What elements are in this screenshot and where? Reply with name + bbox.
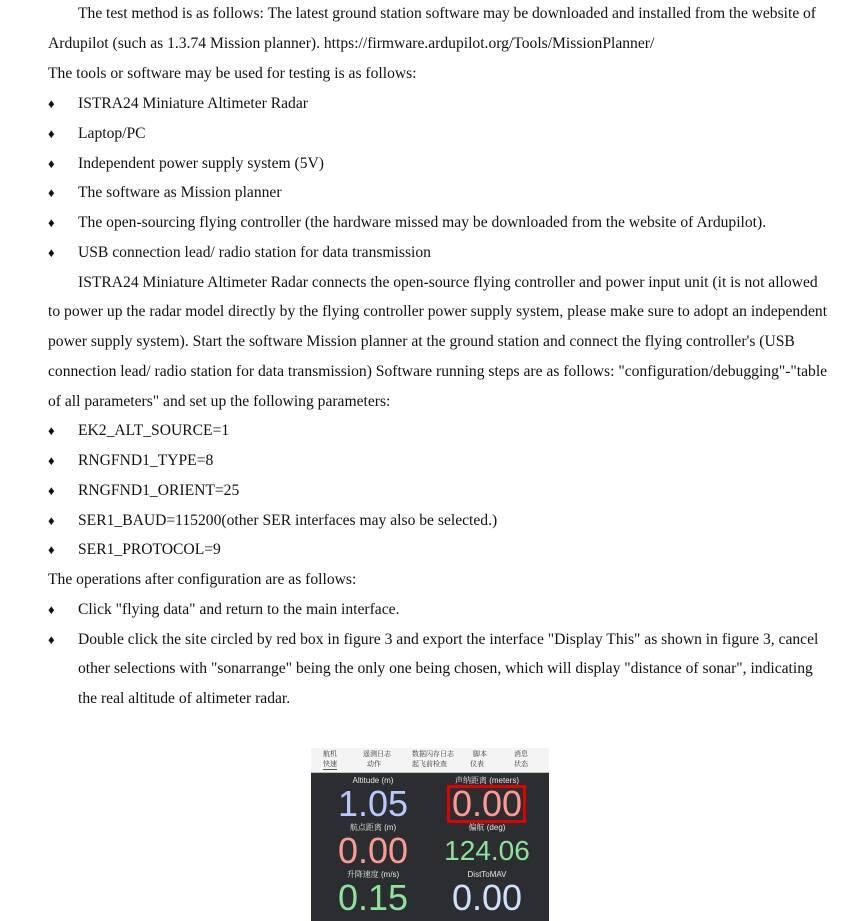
bullet-icon: ♦	[48, 96, 55, 111]
quick-cell-value: 0.00	[451, 783, 523, 824]
tab-gauges[interactable]: 仪表	[470, 761, 484, 768]
bullet-icon: ♦	[48, 215, 55, 230]
word: The	[78, 5, 103, 22]
bullet-icon: ♦	[48, 245, 55, 260]
mission-planner-quick-panel	[311, 748, 549, 921]
list-item-continuation: the real altitude of altimeter radar.	[78, 690, 291, 707]
operations-heading: The operations after configuration are as follows:	[48, 571, 357, 588]
word: ground	[332, 5, 377, 22]
bullet-icon: ♦	[48, 483, 55, 498]
word: test	[105, 5, 128, 22]
word: follows:	[212, 5, 264, 22]
paragraph-intro-line-2: Ardupilot (such as 1.3.74 Mission planner). https://firmware.ardupilot.org/Tools/MissionPlanner/	[48, 35, 655, 52]
word: latest	[295, 5, 329, 22]
word: from	[694, 5, 726, 22]
paragraph-setup-line-2: to power up the radar model directly by the flying controller power supply system, please make sure to adopt an independent	[48, 303, 828, 320]
quick-cell-label: 偏航 (deg)	[468, 823, 506, 832]
tab-actions[interactable]: 动作	[367, 761, 381, 768]
bullet-icon: ♦	[48, 513, 55, 528]
paragraph-setup-line-4: connection lead/ radio station for data transmission) Software running steps are as follows: "configuration/debugging"-"table	[48, 363, 828, 380]
bullet-icon: ♦	[48, 185, 55, 200]
list-item-continuation: other selections with "sonarrange" being the only one being chosen, which will display "distance of sonar", indicating	[78, 660, 813, 677]
word: The	[267, 5, 292, 22]
quick-cell-label: 航点距离 (m)	[349, 823, 397, 832]
word: the	[728, 5, 748, 22]
quick-cell-dist-to-mav[interactable]	[429, 870, 545, 916]
quick-cell-yaw[interactable]	[429, 823, 545, 869]
word: and	[611, 5, 635, 22]
quick-cell-label: DistToMAV	[467, 870, 507, 879]
paragraph-setup-line-5: of all parameters" and set up the following parameters:	[48, 393, 391, 410]
bullet-icon: ♦	[48, 453, 55, 468]
word: downloaded	[531, 5, 609, 22]
tab-dataflash-logs[interactable]: 数据闪存日志	[412, 751, 454, 758]
quick-cell-value: 1.05	[337, 783, 409, 824]
tools-heading: The tools or software may be used for testing is as follows:	[48, 65, 417, 82]
paragraph-setup-line-1: ISTRA24 Miniature Altimeter Radar connects the open-source flying controller and power input unit (it is not allowed	[78, 274, 818, 291]
word: as	[196, 5, 210, 22]
word: software	[425, 5, 480, 22]
quick-cell-altitude[interactable]	[315, 776, 431, 822]
word: be	[513, 5, 529, 22]
tab-quick[interactable]: 快速	[323, 761, 337, 768]
bullet-icon: ♦	[48, 156, 55, 171]
quick-cell-label: Altitude (m)	[352, 776, 394, 785]
word: installed	[638, 5, 692, 22]
quick-cell-label: 声纳距离 (meters)	[455, 776, 519, 785]
tab-status[interactable]: 状态	[514, 761, 528, 768]
quick-cell-wp-distance[interactable]	[315, 823, 431, 869]
bullet-icon: ♦	[48, 423, 55, 438]
tab-preflight[interactable]: 起飞前检查	[412, 761, 447, 768]
bullet-icon: ♦	[48, 632, 55, 647]
quick-cell-value: 0.00	[451, 877, 523, 918]
quick-cell-label: 升降速度 (m/s)	[346, 870, 400, 879]
tab-telemetry-logs[interactable]: 遥测日志	[363, 751, 391, 758]
word: website	[751, 5, 800, 22]
quick-cell-value: 0.00	[337, 830, 409, 871]
highlight-box	[447, 785, 526, 823]
word: of	[802, 5, 816, 22]
bullet-icon: ♦	[48, 126, 55, 141]
quick-cell-value: 124.06	[444, 835, 530, 866]
tab-aircraft[interactable]: 航机	[323, 751, 337, 758]
bullet-icon: ♦	[48, 602, 55, 617]
paragraph-intro-line-1	[78, 4, 816, 24]
quick-cell-value: 0.15	[337, 877, 409, 918]
word: station	[380, 5, 422, 22]
bullet-icon: ♦	[48, 542, 55, 557]
quick-cell-climb-rate[interactable]	[315, 870, 431, 916]
paragraph-setup-line-3: power supply system). Start the software Mission planner at the ground station and connect the flying controller's (USB	[48, 333, 795, 350]
word: is	[181, 5, 193, 22]
word: method	[131, 5, 179, 22]
tab-scripts[interactable]: 脚本	[473, 751, 487, 758]
panel-tab-bar	[311, 748, 549, 773]
tab-messages[interactable]: 消息	[514, 751, 528, 758]
word: may	[482, 5, 510, 22]
